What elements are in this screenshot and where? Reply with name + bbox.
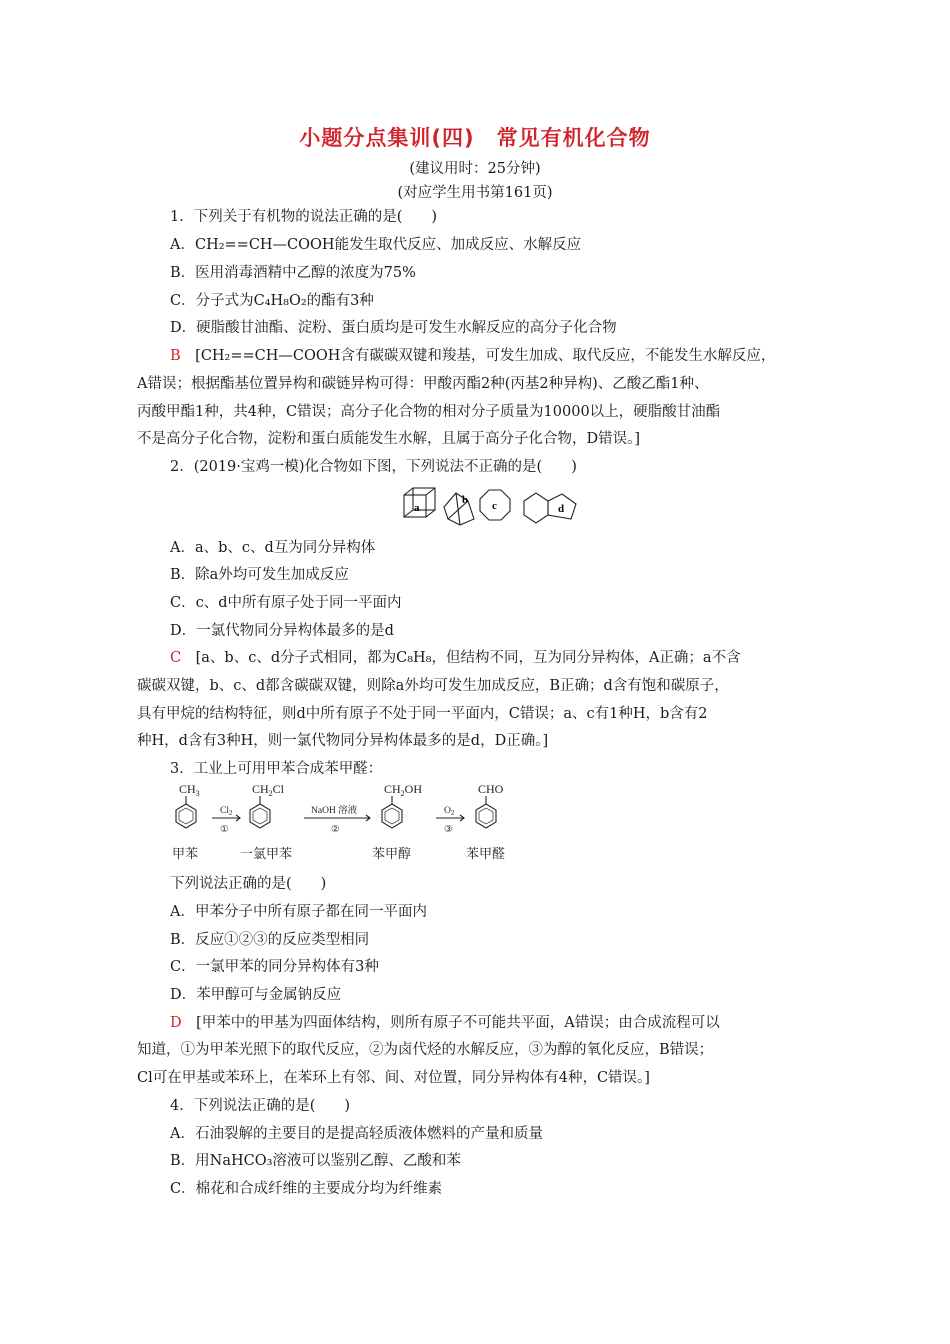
q2-explanation-line: 碳碳双键，b、c、d都含碳碳双键，则除a外均可发生加成反应，B正确；d含有饱和碳原子，: [137, 678, 729, 694]
q3-explanation-text: [甲苯中的甲基为四面体结构，则所有原子不可能共平面，A错误；由合成流程可以: [196, 1015, 720, 1031]
synthesis-scheme: [160, 782, 540, 868]
structure-label-a: a: [414, 502, 420, 514]
q3-ask: 下列说法正确的是( ): [170, 876, 327, 892]
q1-option-c: C．分子式为C₄H₈O₂的酯有3种: [170, 293, 374, 309]
substituent-ch2oh: CH: [384, 782, 401, 796]
svg-text:CH2OH: [384, 782, 422, 798]
q1-answer: B: [170, 348, 181, 364]
compound-name-chlorotoluene: 一氯甲苯: [240, 846, 293, 861]
q1-option-a: A．CH₂==CH—COOH能发生取代反应、加成反应、水解反应: [170, 237, 582, 253]
q3-option-a: A．甲苯分子中所有原子都在同一平面内: [170, 904, 427, 920]
q3-option-b: B．反应①②③的反应类型相同: [170, 932, 370, 948]
reagent-naoh: NaOH 溶液: [311, 806, 358, 816]
compound-name-toluene: 甲苯: [172, 846, 199, 861]
q2-answer: C: [170, 650, 182, 666]
q4-option-b: B．用NaHCO₃溶液可以鉴别乙醇、乙酸和苯: [170, 1153, 461, 1169]
reagent-cl2-index: 2: [228, 809, 233, 817]
structure-label-b: b: [462, 494, 469, 506]
structure-label-d: d: [558, 503, 565, 515]
q2-explanation-line: 具有甲烷的结构特征，则d中所有原子不处于同一平面内，C错误；a、c有1种H，b含有2: [137, 706, 708, 722]
page-title: 小题分点集训(四) 常见有机化合物: [299, 126, 651, 150]
time-hint: (建议用时：25分钟): [409, 161, 541, 177]
substituent-ch2oh-index: 2: [400, 789, 405, 798]
compound-name-benzaldehyde: 苯甲醛: [466, 846, 506, 861]
q4-option-a: A．石油裂解的主要目的是提高轻质液体燃料的产量和质量: [170, 1126, 543, 1142]
q4-option-c: C．棉花和合成纤维的主要成分均为纤维素: [170, 1181, 443, 1197]
substituent-cho: CHO: [478, 782, 504, 796]
q2-option-a: A．a、b、c、d互为同分异构体: [170, 540, 376, 556]
step-1-label: ①: [220, 825, 229, 835]
q2-explanation-line: 种H，d含有3种H，则一氯代物同分异构体最多的是d，D正确。]: [137, 733, 549, 749]
svg-text:CH3: [179, 782, 200, 798]
book-reference: (对应学生用书第161页): [397, 185, 553, 201]
q2-explanation-text: [a、b、c、d分子式相同，都为C₈H₈，但结构不同，互为同分异构体，A正确；a不含: [195, 650, 741, 666]
svg-text:O2: [444, 806, 455, 817]
q1-option-b: B．医用消毒酒精中乙醇的浓度为75%: [170, 265, 416, 281]
q3-option-d: D．苯甲醇可与金属钠反应: [170, 987, 342, 1003]
q2-explanation-line: [170, 648, 741, 668]
q3-explanation-line: Cl可在甲基或苯环上，在苯环上有邻、间、对位置，同分异构体有4种，C错误。]: [137, 1070, 650, 1086]
q3-explanation-line: 知道，①为甲苯光照下的取代反应，②为卤代烃的水解反应，③为醇的氧化反应，B错误；: [137, 1042, 714, 1058]
reagent-o2: O: [444, 806, 451, 816]
reagent-cl2: Cl: [220, 806, 229, 816]
substituent-ch2cl-tail: Cl: [272, 782, 285, 796]
q1-stem: 1．下列关于有机物的说法正确的是( ): [170, 209, 438, 225]
svg-text:Cl2: [220, 806, 233, 817]
reagent-o2-index: 2: [450, 809, 455, 817]
q1-explanation-text: [CH₂==CH—COOH含有碳碳双键和羧基，可发生加成、取代反应，不能发生水解反应，: [195, 348, 776, 364]
structure-label-c: c: [492, 500, 497, 512]
step-3-label: ③: [444, 825, 453, 835]
q2-stem: 2．(2019·宝鸡一模)化合物如下图，下列说法不正确的是( ): [170, 459, 577, 475]
substituent-ch2cl-index: 2: [268, 789, 273, 798]
substituent-ch3: CH: [179, 782, 196, 796]
q1-explanation-line: 不是高分子化合物，淀粉和蛋白质能发生水解，且属于高分子化合物，D错误。]: [137, 431, 641, 447]
q3-explanation-line: [170, 1013, 720, 1033]
q3-option-c: C．一氯甲苯的同分异构体有3种: [170, 959, 379, 975]
svg-text:CH2Cl: [252, 782, 285, 798]
q3-answer: D: [170, 1015, 182, 1031]
compound-name-benzyl-alcohol: 苯甲醇: [372, 846, 412, 861]
q3-stem: 3．工业上可用甲苯合成苯甲醛：: [170, 761, 383, 777]
isomer-structures-figure: [400, 485, 584, 531]
q1-explanation-line: A错误；根据酯基位置异构和碳链异构可得：甲酸丙酯2种(丙基2种异构)、乙酸乙酯1种、: [137, 376, 709, 392]
q2-option-b: B．除a外均可发生加成反应: [170, 567, 349, 583]
q2-option-d: D．一氯代物同分异构体最多的是d: [170, 623, 394, 639]
substituent-ch3-index: 3: [195, 789, 200, 798]
q1-explanation-line: 丙酸甲酯1种，共4种，C错误；高分子化合物的相对分子质量为10000以上，硬脂酸甘油酯: [137, 404, 721, 420]
substituent-ch2oh-tail: OH: [404, 782, 423, 796]
q1-explanation-line: [170, 346, 775, 366]
q1-option-d: D．硬脂酸甘油酯、淀粉、蛋白质均是可发生水解反应的高分子化合物: [170, 320, 617, 336]
q2-option-c: C．c、d中所有原子处于同一平面内: [170, 595, 402, 611]
substituent-ch2cl: CH: [252, 782, 269, 796]
q4-stem: 4．下列说法正确的是( ): [170, 1098, 351, 1114]
step-2-label: ②: [331, 825, 340, 835]
